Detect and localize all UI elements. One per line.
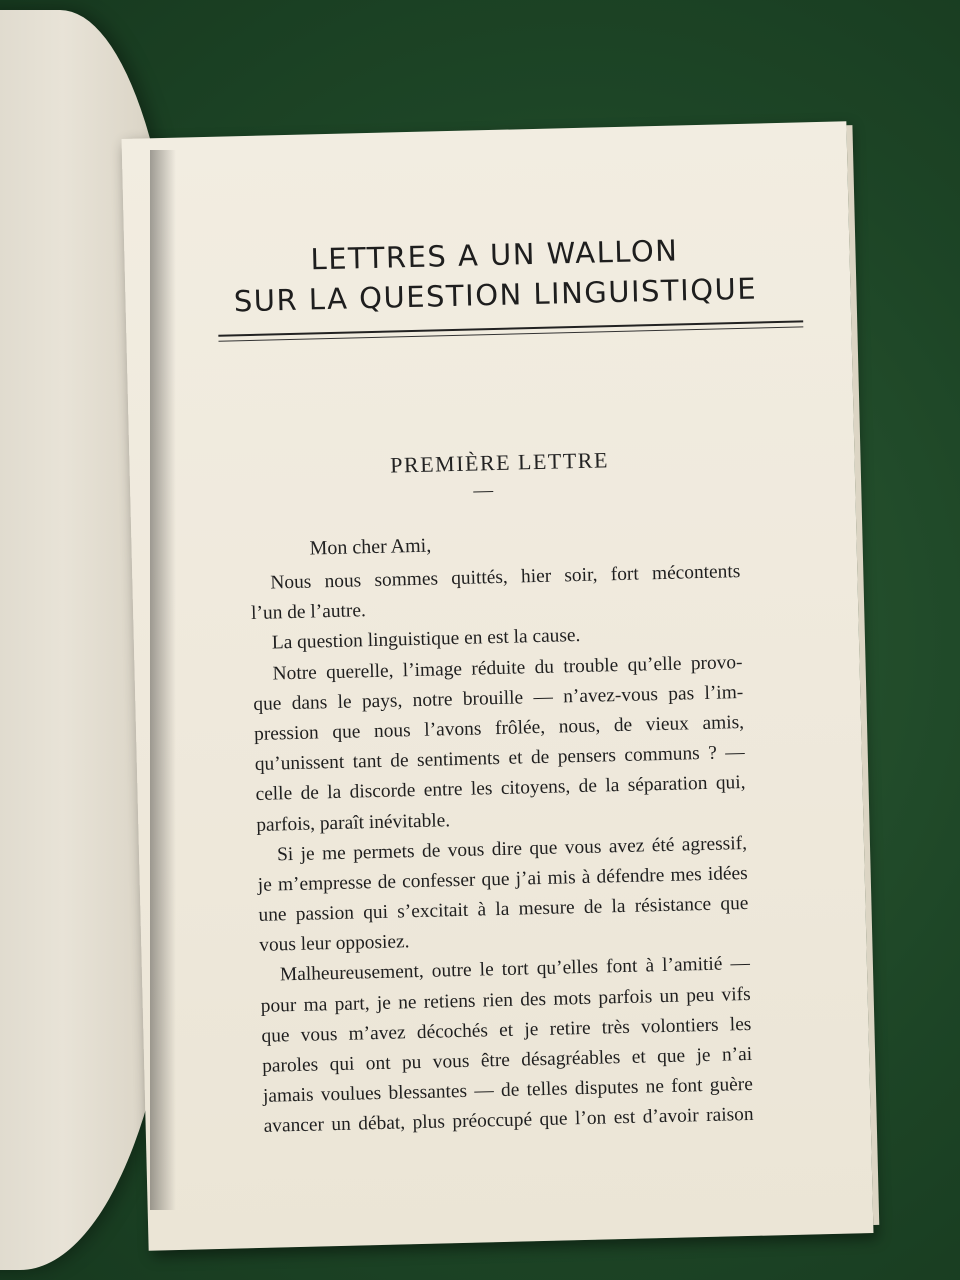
salutation: Mon cher Ami, (309, 534, 432, 560)
body-line: Malheureusement, outre le tort qu’elles font à l’amitié — (279, 953, 751, 986)
body-line: pour ma part, je ne retiens rien des mots parfois un peu vifs (260, 983, 751, 1017)
body-line: que vous m’avez décochés et je retire très volontiers les (261, 1013, 752, 1047)
body-line: parfois, paraît inévitable. (256, 809, 451, 836)
body-line: Nous nous sommes quittés, hier soir, fort mécontents (270, 561, 741, 594)
title-line-1: LETTRES A UN WALLON (310, 233, 679, 277)
body-line: celle de la discorde entre les citoyens, de la séparation qui, (255, 772, 746, 806)
body-line: je m’empresse de confesser que j’ai mis à défendre mes idées (257, 862, 748, 896)
letter-heading: PREMIÈRE LETTRE (389, 447, 610, 478)
body-line: pression que nous l’avons frôlée, nous, de vieux amis, (253, 711, 745, 745)
body-line: jamais voulues blessantes — de telles disputes ne font guère (262, 1074, 754, 1108)
book-gutter (150, 150, 176, 1210)
body-line: Notre querelle, l’image réduite du trouble qu’elle provo- (272, 651, 743, 685)
body-line: une passion qui s’excitait à la mesure de la résistance que (258, 893, 749, 926)
body-line: l’un de l’autre. (250, 600, 367, 625)
body-line: vous leur opposiez. (259, 931, 410, 957)
body-line: paroles qui ont pu vous être désagréables et que je n’ai (261, 1043, 753, 1077)
book-page (122, 121, 874, 1250)
body-line: Si je me permets de vous dire que vous avez été agressif, (276, 832, 748, 866)
body-line: que dans le pays, notre brouille — n’avez-vous pas l’im- (253, 681, 744, 715)
letter-body (250, 557, 754, 1142)
body-line: avancer un débat, plus préoccupé que l’on est d’avoir raison (263, 1104, 754, 1138)
heading-dash (473, 491, 493, 492)
body-line: La question linguistique en est la cause. (271, 625, 581, 654)
title-line-2: SUR LA QUESTION LINGUISTIQUE (233, 271, 758, 319)
body-line: qu’unissent tant de sentiments et de pensers communs ? — (254, 742, 745, 776)
